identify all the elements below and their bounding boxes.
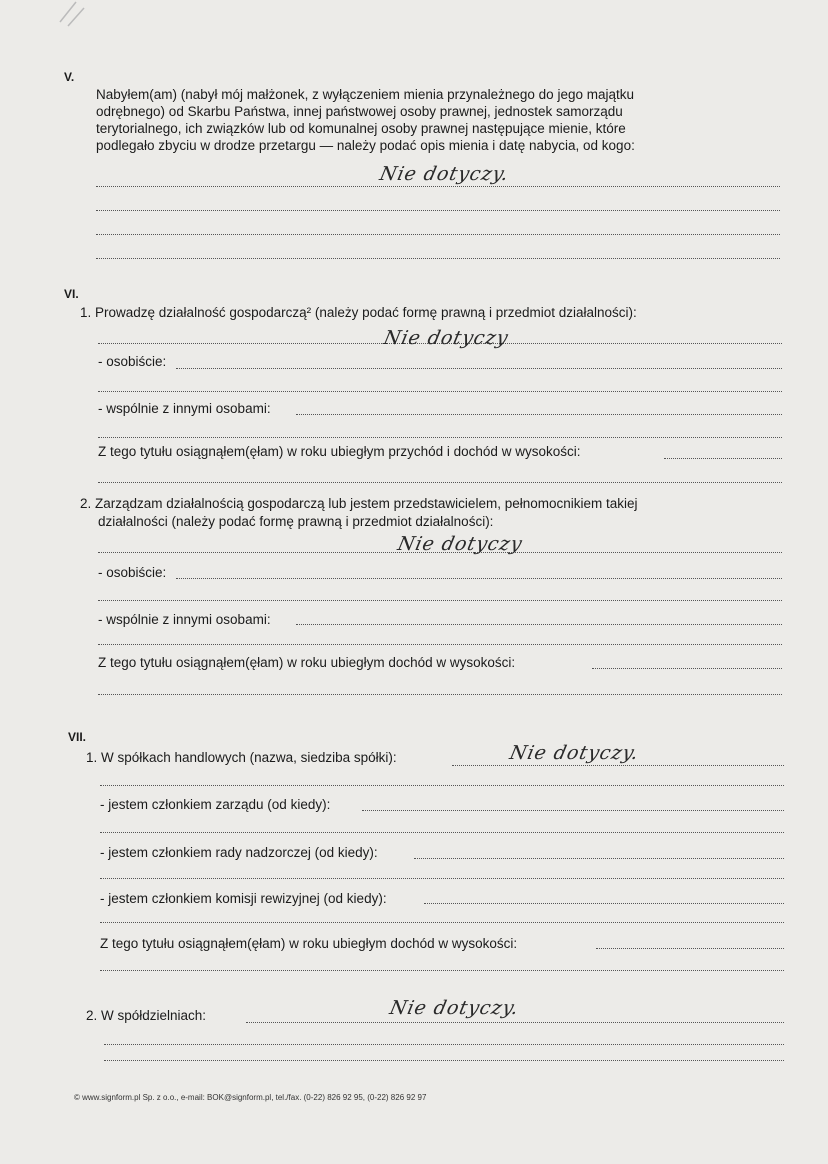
- answer-line[interactable]: [98, 437, 782, 438]
- section-vi-item1-handwritten-answer: Nie dotyczy: [381, 327, 511, 349]
- answer-line[interactable]: [592, 668, 782, 669]
- answer-line[interactable]: [98, 600, 782, 601]
- section-vii-item1-label: 1. W spółkach handlowych (nazwa, siedziba spółki):: [86, 750, 397, 765]
- answer-line[interactable]: [100, 970, 784, 971]
- section-vi-item1-jointly-label: - wspólnie z innymi osobami:: [98, 401, 271, 416]
- answer-line[interactable]: [100, 832, 784, 833]
- section-v-line: Nabyłem(am) (nabył mój małżonek, z wyłączeniem mienia przynależnego do jego majątku: [96, 87, 634, 102]
- answer-line[interactable]: [176, 578, 782, 579]
- answer-line[interactable]: [296, 624, 782, 625]
- answer-line[interactable]: [596, 948, 784, 949]
- section-vii-item1-income-label: Z tego tytułu osiągnąłem(ęłam) w roku ubiegłym dochód w wysokości:: [100, 936, 518, 951]
- answer-line[interactable]: [96, 258, 780, 259]
- section-vii-item1-supervisory-label: - jestem członkiem rady nadzorczej (od kiedy):: [100, 845, 378, 860]
- answer-line[interactable]: [452, 765, 784, 766]
- section-vi-item2-label-line2: działalności (należy podać formę prawną i przedmiot działalności):: [98, 514, 494, 529]
- answer-line[interactable]: [98, 482, 782, 483]
- section-vi-item1-personally-label: - osobiście:: [98, 354, 167, 369]
- answer-line[interactable]: [104, 1044, 784, 1045]
- answer-line[interactable]: [296, 414, 782, 415]
- answer-line[interactable]: [104, 1060, 784, 1061]
- section-vi-item2-jointly-label: - wspólnie z innymi osobami:: [98, 612, 271, 627]
- section-v-line: odrębnego) od Skarbu Państwa, innej państwowej osoby prawnej, jednostek samorządu: [96, 104, 623, 119]
- answer-line[interactable]: [664, 458, 782, 459]
- answer-line[interactable]: [100, 878, 784, 879]
- section-vi-item1-income-label: Z tego tytułu osiągnąłem(ęłam) w roku ubiegłym przychód i dochód w wysokości:: [98, 444, 581, 459]
- section-vii-heading: VII.: [68, 730, 87, 744]
- footer-publisher-info: © www.signform.pl Sp. z o.o., e-mail: BOK@signform.pl, tel./fax. (0-22) 826 92 95, (0-22) 826 92 97: [74, 1093, 427, 1102]
- section-vii-item1-handwritten-answer: Nie dotyczy.: [507, 742, 642, 764]
- page-corner-mark: [58, 0, 88, 30]
- section-vi-item2-label-line1: 2. Zarządzam działalnością gospodarczą lub jestem przedstawicielem, pełnomocnikiem takiej: [80, 496, 638, 511]
- answer-line[interactable]: [98, 391, 782, 392]
- section-vi-item2-personally-label: - osobiście:: [98, 565, 167, 580]
- section-v-line: terytorialnego, ich związków lub od komunalnej osoby prawnej następujące mienie, które: [96, 121, 626, 136]
- answer-line[interactable]: [96, 186, 780, 187]
- answer-line[interactable]: [98, 644, 782, 645]
- answer-line[interactable]: [362, 810, 784, 811]
- answer-line[interactable]: [100, 922, 784, 923]
- answer-line[interactable]: [96, 210, 780, 211]
- answer-line[interactable]: [96, 234, 780, 235]
- answer-line[interactable]: [100, 785, 784, 786]
- answer-line[interactable]: [424, 903, 784, 904]
- answer-line[interactable]: [414, 858, 784, 859]
- section-vi-item1-label: 1. Prowadzę działalność gospodarczą² (należy podać formę prawną i przedmiot działalności):: [80, 305, 637, 320]
- section-vii-item2-handwritten-answer: Nie dotyczy.: [387, 997, 522, 1019]
- section-vii-item1-board-label: - jestem członkiem zarządu (od kiedy):: [100, 797, 331, 812]
- section-v-handwritten-answer: Nie dotyczy.: [377, 163, 512, 185]
- section-v-line: podlegało zbyciu w drodze przetargu — należy podać opis mienia i datę nabycia, od kogo:: [96, 138, 635, 153]
- answer-line[interactable]: [98, 694, 782, 695]
- section-vii-item1-audit-label: - jestem członkiem komisji rewizyjnej (od kiedy):: [100, 891, 387, 906]
- section-vii-item2-label: 2. W spółdzielniach:: [86, 1008, 207, 1023]
- section-vi-item2-income-label: Z tego tytułu osiągnąłem(ęłam) w roku ubiegłym dochód w wysokości:: [98, 655, 516, 670]
- answer-line[interactable]: [246, 1022, 784, 1023]
- section-v-text: [96, 86, 635, 154]
- section-vi-item2-handwritten-answer: Nie dotyczy: [395, 533, 525, 555]
- answer-line[interactable]: [176, 368, 782, 369]
- section-vi-heading: VI.: [64, 287, 79, 301]
- section-v-heading: V.: [64, 70, 75, 84]
